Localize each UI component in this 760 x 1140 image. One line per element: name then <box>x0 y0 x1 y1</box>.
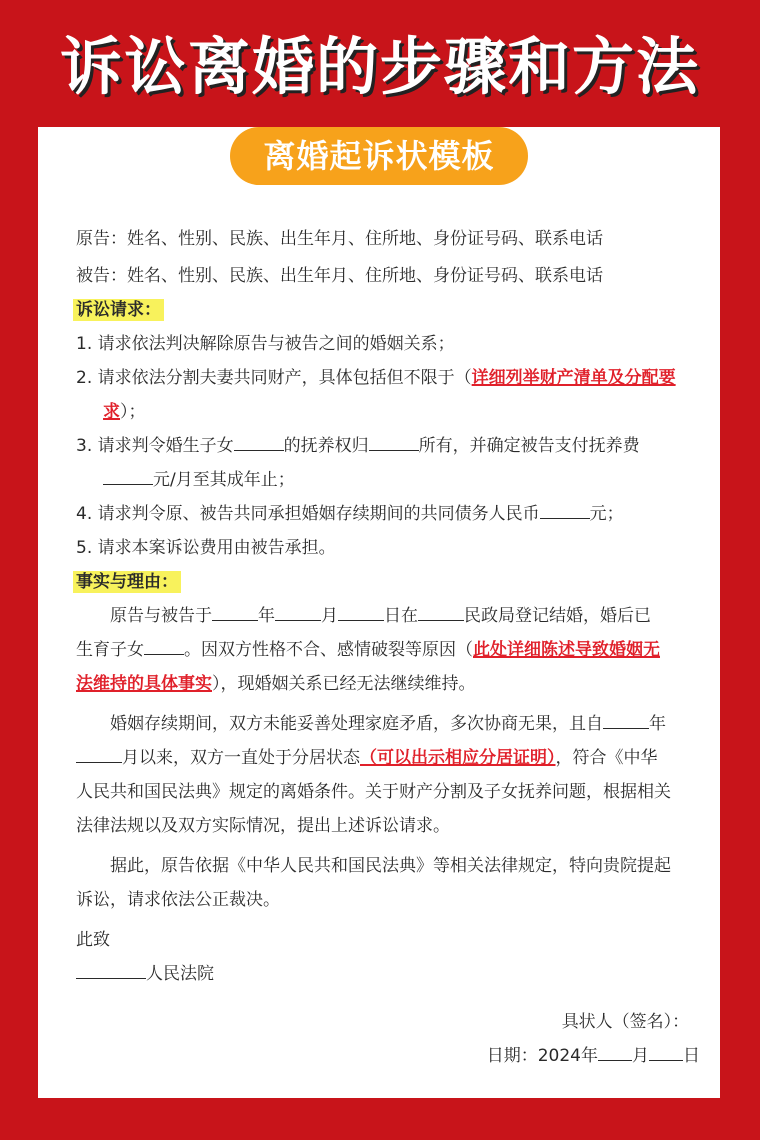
claim-2-end: ）； <box>120 402 146 422</box>
claims-heading-row <box>76 293 700 327</box>
p1-text-d: 。因双方性格不合、感情破裂等原因（ <box>184 640 473 660</box>
claim-4-end: 元； <box>589 504 624 524</box>
p2-text-b: 月以来，双方一直处于分居状态 <box>122 748 360 768</box>
facts-paragraph-1 <box>76 599 700 701</box>
p2-text-c: ，符合《中华 <box>555 748 658 768</box>
claim-1: 1. 请求依法判决解除原告与被告之间的婚姻关系； <box>76 334 455 354</box>
claim-2-text: 2. 请求依法分割夫妻共同财产，具体包括但不限于（ <box>76 368 472 388</box>
claim-3-text-d: 元/月至其成年止； <box>153 470 295 490</box>
facts-p3-line2: 诉讼，请求依法公正裁决。 <box>76 890 280 910</box>
date-label: 日期：2024年 <box>486 1046 598 1066</box>
blank-field[interactable] <box>76 964 146 979</box>
p1-emphasis-a: 此处详细陈述导致婚姻无 <box>473 640 660 660</box>
signature-label: 具状人（签名）： <box>561 1012 690 1032</box>
blank-field[interactable] <box>234 436 284 451</box>
claim-2-emphasis-end: 求 <box>103 402 121 422</box>
facts-heading: 事实与理由： <box>73 571 181 593</box>
blank-field[interactable] <box>649 1046 683 1061</box>
blank-field[interactable] <box>338 606 384 621</box>
p1-year: 年 <box>258 606 275 626</box>
claim-3-text-c: 所有，并确定被告支付抚养费 <box>418 436 640 456</box>
p1-text-e: ），现婚姻关系已经无法继续维持。 <box>212 674 476 694</box>
blank-field[interactable] <box>76 748 122 763</box>
blank-field[interactable] <box>418 606 464 621</box>
blank-field[interactable] <box>369 436 419 451</box>
claim-4 <box>76 497 700 531</box>
blank-field[interactable] <box>144 640 184 655</box>
p1-text-b: 民政局登记结婚，婚后已 <box>464 606 651 626</box>
facts-p2-line3: 人民共和国民法典》规定的离婚条件。关于财产分割及子女抚养问题，根据相关 <box>76 782 671 802</box>
p2-year: 年 <box>649 714 666 734</box>
p2-text-a: 婚姻存续期间，双方未能妥善处理家庭矛盾，多次协商无果，且自 <box>110 714 603 734</box>
p1-day: 日在 <box>384 606 418 626</box>
blank-field[interactable] <box>103 470 153 485</box>
blank-field[interactable] <box>598 1046 632 1061</box>
complaint-body <box>76 222 700 1073</box>
p1-text-a: 原告与被告于 <box>110 606 212 626</box>
plaintiff-line: 原告：姓名、性别、民族、出生年月、住所地、身份证号码、联系电话 <box>76 229 603 249</box>
template-badge: 离婚起诉状模板 <box>230 127 528 185</box>
p1-emphasis-b: 法维持的具体事实 <box>76 674 212 694</box>
signature-line <box>76 1005 700 1039</box>
court-line <box>76 957 700 991</box>
claim-2 <box>76 361 700 395</box>
claim-2-cont <box>76 395 700 429</box>
claim-3-text-b: 的抚养权归 <box>283 436 369 456</box>
claim-3-text-a: 3. 请求判令婚生子女 <box>76 436 234 456</box>
date-line <box>76 1039 700 1073</box>
date-month: 月 <box>632 1046 649 1066</box>
facts-p1-line1 <box>76 599 700 633</box>
blank-field[interactable] <box>212 606 258 621</box>
claim-3 <box>76 429 700 463</box>
facts-p2-line2 <box>76 741 700 775</box>
blank-field[interactable] <box>540 504 590 519</box>
facts-paragraph-3 <box>76 849 700 917</box>
facts-p2-line4: 法律法规以及双方实际情况，提出上述诉讼请求。 <box>76 816 450 836</box>
blank-field[interactable] <box>275 606 321 621</box>
court-name: 人民法院 <box>146 964 214 984</box>
defendant-line: 被告：姓名、性别、民族、出生年月、住所地、身份证号码、联系电话 <box>76 266 603 286</box>
claim-3-cont <box>76 463 700 497</box>
claim-5: 5. 请求本案诉讼费用由被告承担。 <box>76 538 336 558</box>
p2-emphasis: （可以出示相应分居证明） <box>360 748 556 768</box>
facts-p1-line2 <box>76 633 700 667</box>
facts-paragraph-2 <box>76 707 700 843</box>
facts-p3-line1: 据此，原告依据《中华人民共和国民法典》等相关法律规定，特向贵院提起 <box>110 856 671 876</box>
blank-field[interactable] <box>603 714 649 729</box>
closing: 此致 <box>76 930 110 950</box>
claim-4-text: 4. 请求判令原、被告共同承担婚姻存续期间的共同债务人民币 <box>76 504 540 524</box>
document-paper <box>38 127 720 1098</box>
claim-2-emphasis: 详细列举财产清单及分配要 <box>471 368 676 388</box>
p1-text-c: 生育子女 <box>76 640 144 660</box>
facts-p2-line1 <box>76 707 700 741</box>
p1-month: 月 <box>321 606 338 626</box>
facts-p1-line3 <box>76 667 700 701</box>
claims-heading: 诉讼请求： <box>73 299 164 321</box>
date-day: 日 <box>683 1046 700 1066</box>
main-title: 诉讼离婚的步骤和方法 <box>59 30 700 103</box>
facts-heading-row <box>76 565 700 599</box>
